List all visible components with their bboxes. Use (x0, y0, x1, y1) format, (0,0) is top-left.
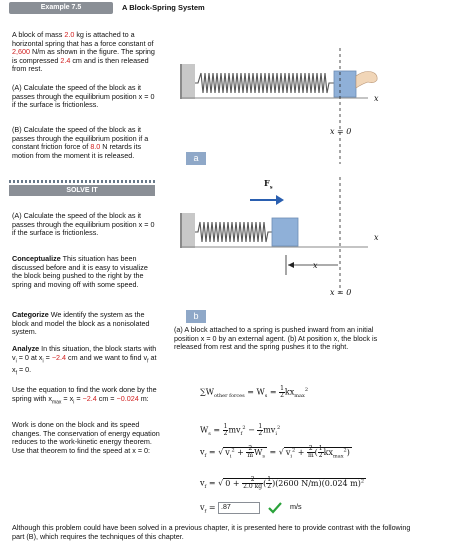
wall-a (180, 64, 195, 99)
sum-work-equation: $\sum W_{other forces} = W_s = \frac{1}{2}kx_{max}^2$ (200, 385, 309, 400)
categorize-paragraph: Categorize We identify the system as the block and model the block as a nonisolated system. (12, 310, 150, 337)
figure-caption: (a) A block attached to a spring is pushed inward from an initial position x = 0 by an external agent. (b) At position x, the block is released from rest and the spring pushes it to the right. (174, 325, 378, 352)
block-b (272, 218, 298, 246)
answer-input[interactable]: .87 (218, 502, 260, 514)
energy-paragraph: Work is done on the block and its speed changes. The conservation of energy equation reduces to the work-kinetic energy theorem. Use that theorem to find the speed at x = 0: (12, 420, 160, 455)
ws-equation: $W_s = 1$ $2mv_f^2 - 1$ $2mv_i^2$ (200, 423, 281, 438)
x-axis-label-b: x (374, 233, 379, 242)
panel-label-b: b (186, 310, 206, 323)
block-a (334, 71, 356, 97)
answer-label: $v_f$ = (200, 503, 216, 515)
solve-it-header: SOLVE IT (9, 185, 155, 196)
vf-equation-1: $v_f$ = √ $v_i^2 + 2$ $mW_s$ = √ $v_i^2 + 2$ m(1 $2kx_{max}^2$) (200, 445, 350, 460)
spring-coil-a (195, 73, 334, 93)
solution-part-a: (A) Calculate the speed of the block as it passes through the equilibrium position x = 0 if the surface is frictionless. (12, 211, 155, 238)
problem-intro: A block of mass 2.0 kg is attached to a horizontal spring that has a force constant of 2,600 N/m as shown in the figure. The spring is compressed 2.4 cm and is then released from rest. (12, 30, 155, 74)
spring-figure-b (168, 175, 383, 295)
panel-label-a: a (186, 152, 206, 165)
check-icon (268, 502, 282, 514)
section-divider (9, 180, 155, 183)
spring-figure-a (168, 46, 383, 166)
spring-coil-b (195, 222, 272, 242)
work-paragraph: Use the equation to find the work done by the spring with $x_{max} = x_i = -2.4$ cm = −0.024 m: (12, 385, 157, 406)
force-label: $F_s$ (264, 178, 273, 191)
answer-unit: m/s (290, 502, 302, 511)
hand-icon (356, 72, 377, 89)
vf-equation-2: $v_f$ = √ 0 + 2 2.0 kg(1 2)(2600 N/m)(0.024 m)$^2$ (200, 476, 365, 491)
x-zero-label-a: x = 0 (330, 127, 352, 136)
x-zero-label-b: x = 0 (330, 288, 352, 297)
problem-part-b: (B) Calculate the speed of the block as it passes through the equilibrium position if a constant friction force of 8.0 N retards its motion from the moment it is released. (12, 125, 149, 160)
conceptualize-paragraph: Conceptualize This situation has been discussed before and it is easy to visualize the block being pushed to the right by the spring and moving off with some speed. (12, 254, 148, 289)
analyze-paragraph: Analyze In this situation, the block starts with $v_i = 0$ at $x_i = -2.4$ cm and we want to find $v_f$ at $x_f = 0$. (12, 344, 157, 377)
example-title: A Block-Spring System (122, 3, 205, 12)
x-axis-label-a: x (374, 94, 379, 103)
footer-note: Although this problem could have been solved in a previous chapter, it is presented here to provide contrast with the following part (B), which requires the techniques of this chapter. (12, 523, 411, 541)
displacement-label: x (313, 261, 318, 270)
problem-part-a: (A) Calculate the speed of the block as it passes through the equilibrium position x = 0 if the surface is frictionless. (12, 83, 155, 110)
example-tab: Example 7.5 (9, 2, 113, 14)
wall-b (180, 213, 195, 248)
